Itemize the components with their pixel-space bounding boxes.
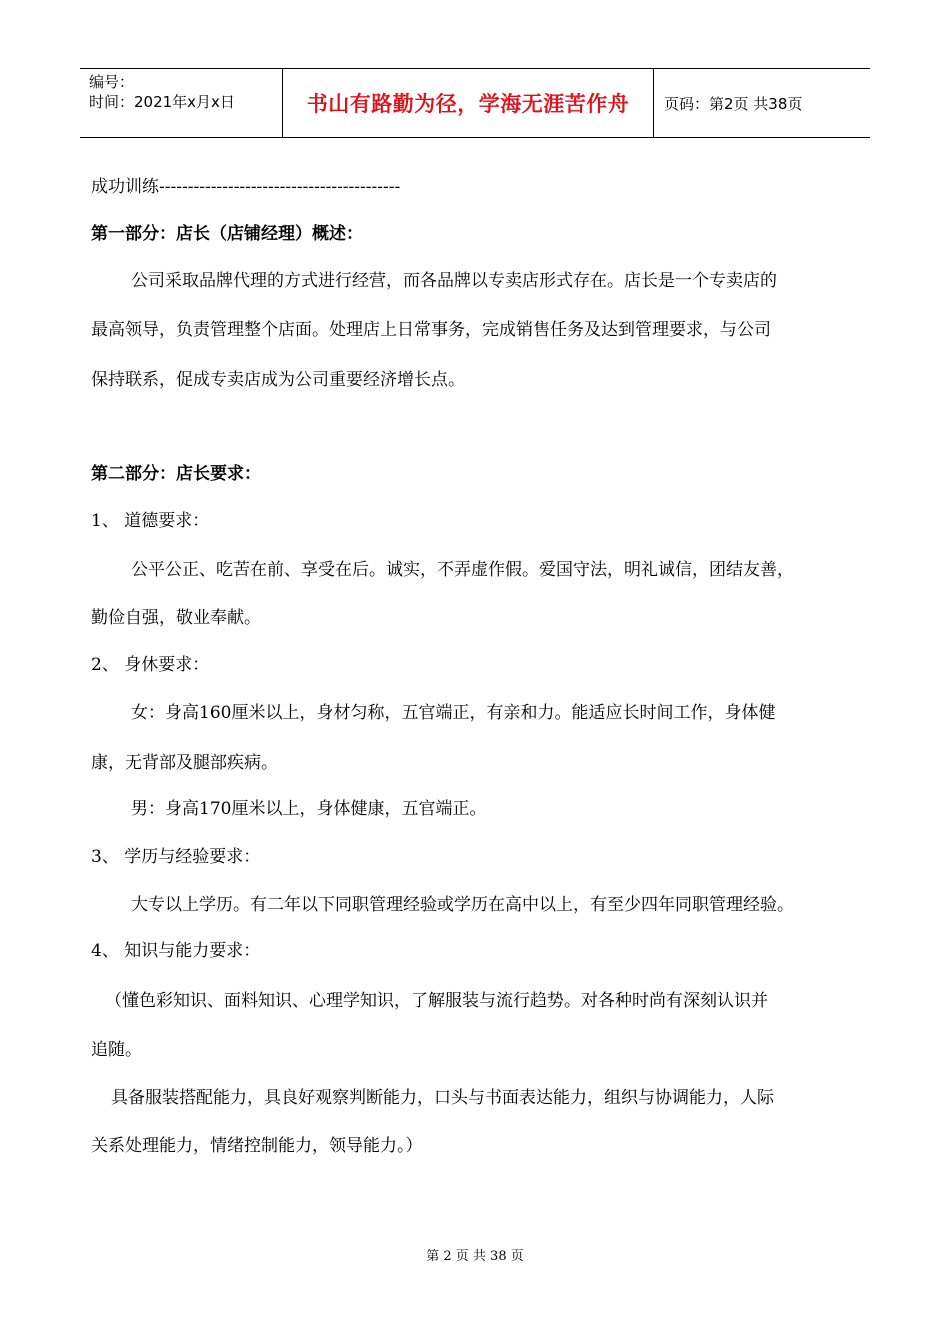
time-label: 时间：2021年x月x日 (89, 93, 235, 111)
item4-paragraph-line2: 追随。 (91, 1040, 142, 1060)
item3-label: 3、 学历与经验要求： (91, 847, 261, 867)
section1-paragraph-line2: 最高领导，负责管理整个店面。处理店上日常事务，完成销售任务及达到管理要求，与公司 (91, 320, 771, 340)
item2-label: 2、 身休要求： (91, 655, 210, 675)
section1-paragraph-line1: 公司采取品牌代理的方式进行经营，而各品牌以专卖店形式存在。店长是一个专卖店的 (131, 271, 777, 291)
header-motto-cell (282, 69, 654, 137)
title-line: 成功训练------------------------------------------ (91, 177, 401, 197)
item2-paragraph-line2: 康，无背部及腿部疾病。 (91, 753, 278, 773)
page-footer: 第 2 页 共 38 页 (426, 1249, 524, 1264)
item2-paragraph-line3: 男：身高170厘米以上，身体健康，五官端正。 (131, 799, 487, 819)
item4-paragraph-line3: 具备服装搭配能力，具良好观察判断能力，口头与书面表达能力，组织与协调能力，人际 (111, 1088, 774, 1108)
section1-paragraph-line3: 保持联系，促成专卖店成为公司重要经济增长点。 (91, 370, 465, 390)
item1-paragraph-line2: 勤俭自强，敬业奉献。 (91, 608, 261, 628)
item1-paragraph-line1: 公平公正、吃苦在前、享受在后。诚实，不弄虚作假。爱国守法，明礼诚信，团结友善， (131, 560, 794, 580)
item4-label: 4、 知识与能力要求： (91, 941, 261, 961)
item3-paragraph-line1: 大专以上学历。有二年以下同职管理经验或学历在高中以上，有至少四年同职管理经验。 (131, 895, 794, 915)
item4-paragraph-line1: （懂色彩知识、面料知识、心理学知识，了解服装与流行趋势。对各种时尚有深刻认识并 (105, 991, 768, 1011)
item2-paragraph-line1: 女：身高160厘米以上，身材匀称，五官端正，有亲和力。能适应长时间工作，身体健 (131, 703, 776, 723)
page-info: 页码：第2页 共38页 (664, 94, 803, 113)
item4-paragraph-line4: 关系处理能力，情绪控制能力，领导能力。） (91, 1136, 423, 1156)
section2-heading: 第二部分：店长要求： (91, 464, 261, 484)
header-meta-cell (80, 69, 282, 137)
header-page-cell (654, 69, 870, 137)
item1-label: 1、 道德要求： (91, 511, 210, 531)
section1-heading: 第一部分：店长（店铺经理）概述： (91, 224, 363, 244)
number-label: 编号： (89, 73, 135, 91)
motto-text: 书山有路勤为径，学海无涯苦作舟 (306, 92, 630, 116)
document-header (80, 68, 870, 138)
